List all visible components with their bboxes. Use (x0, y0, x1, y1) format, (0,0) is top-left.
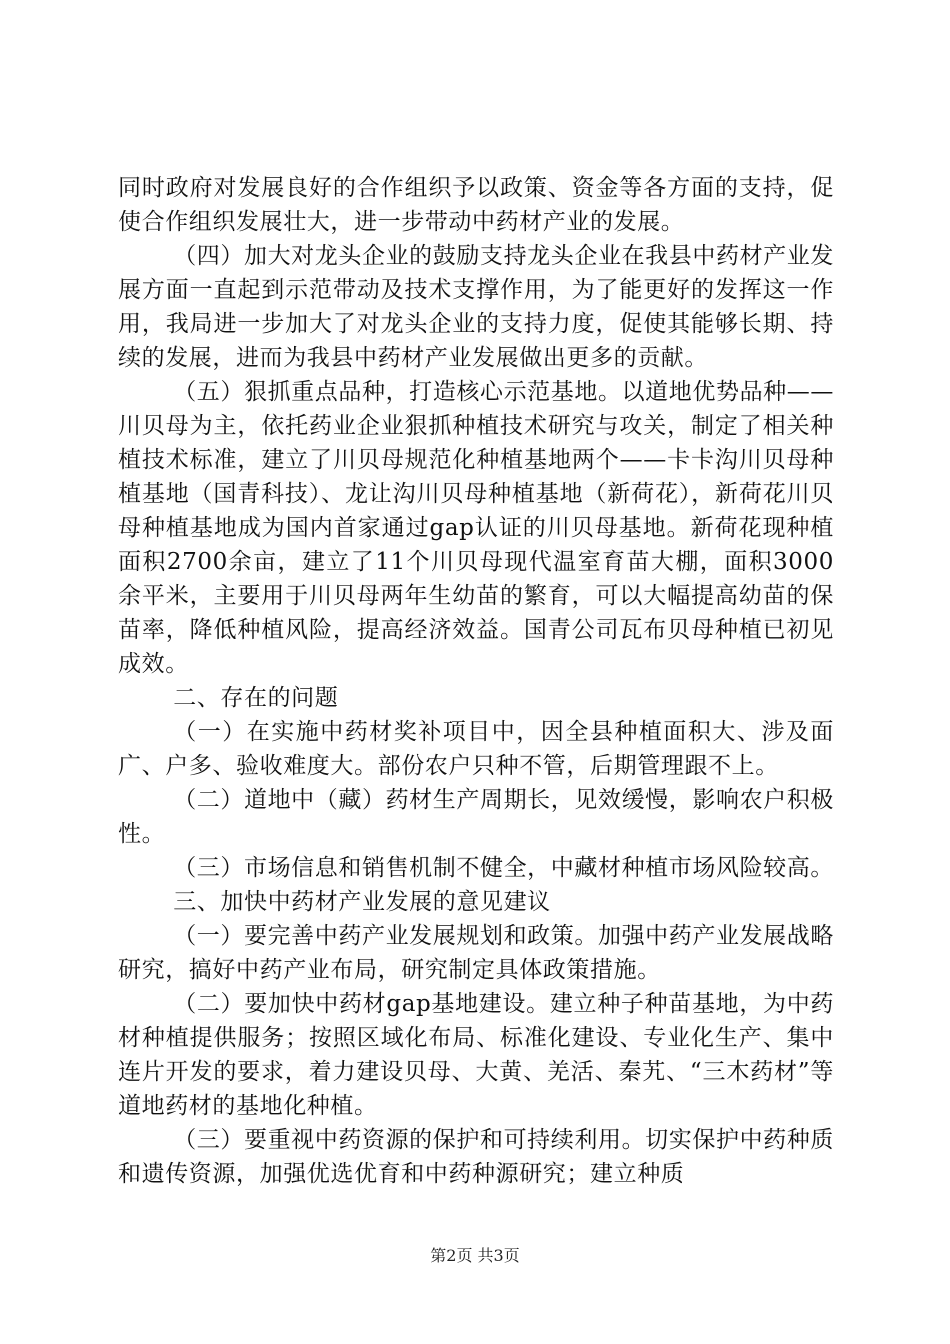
paragraph-suggestion-1: （一）要完善中药产业发展规划和政策。加强中药产业发展战略研究，搞好中药产业布局，研究制定具体政策措施。 (118, 923, 834, 983)
section-heading-suggestions: 三、加快中药材产业发展的意见建议 (173, 889, 551, 915)
paragraph-item-5-core-demo-base: （五）狠抓重点品种，打造核心示范基地。以道地优势品种——川贝母为主，依托药业企业狠抓种植技术研究与攻关，制定了相关种植技术标准，建立了川贝母规范化种植基地两个——卡卡沟川贝母种植基地（国青科技）、龙让沟川贝母种植基地（新荷花），新荷花川贝母种植基地成为国内首家通过gap认证的川贝母基地。新荷花现种植面积2700余亩，建立了11个川贝母现代温室育苗大棚，面积3000余平米，主要用于川贝母两年生幼苗的繁育，可以大幅提高幼苗的保苗率，降低种植风险，提高经济效益。国青公司瓦布贝母种植已初见成效。 (118, 379, 834, 677)
section-heading-problems: 二、存在的问题 (173, 685, 339, 711)
paragraph-continuation: 同时政府对发展良好的合作组织予以政策、资金等各方面的支持，促使合作组织发展壮大，进一步带动中药材产业的发展。 (118, 175, 834, 235)
paragraph-suggestion-2: （二）要加快中药材gap基地建设。建立种子种苗基地，为中药材种植提供服务；按照区域化布局、标准化建设、专业化生产、集中连片开发的要求，着力建设贝母、大黄、羌活、秦艽、“三木药材”等道地药材的基地化种植。 (118, 991, 834, 1119)
paragraph-problem-1: （一）在实施中药材奖补项目中，因全县种植面积大、涉及面广、户多、验收难度大。部份农户只种不管，后期管理跟不上。 (118, 719, 834, 779)
paragraph-problem-3: （三）市场信息和销售机制不健全，中藏材种植市场风险较高。 (173, 855, 834, 881)
paragraph-item-4-leading-enterprises: （四）加大对龙头企业的鼓励支持龙头企业在我县中药材产业发展方面一直起到示范带动及技术支撑作用，为了能更好的发挥这一作用，我局进一步加大了对龙头企业的支持力度，促使其能够长期、持续的发展，进而为我县中药材产业发展做出更多的贡献。 (118, 243, 834, 371)
paragraph-suggestion-3: （三）要重视中药资源的保护和可持续利用。切实保护中药种质和遗传资源，加强优选优育和中药种源研究；建立种质 (118, 1127, 834, 1187)
paragraph-problem-2: （二）道地中（藏）药材生产周期长，见效缓慢，影响农户积极性。 (118, 787, 834, 847)
document-body (118, 171, 834, 1191)
page-number-footer: 第2页 共3页 (430, 1246, 520, 1265)
